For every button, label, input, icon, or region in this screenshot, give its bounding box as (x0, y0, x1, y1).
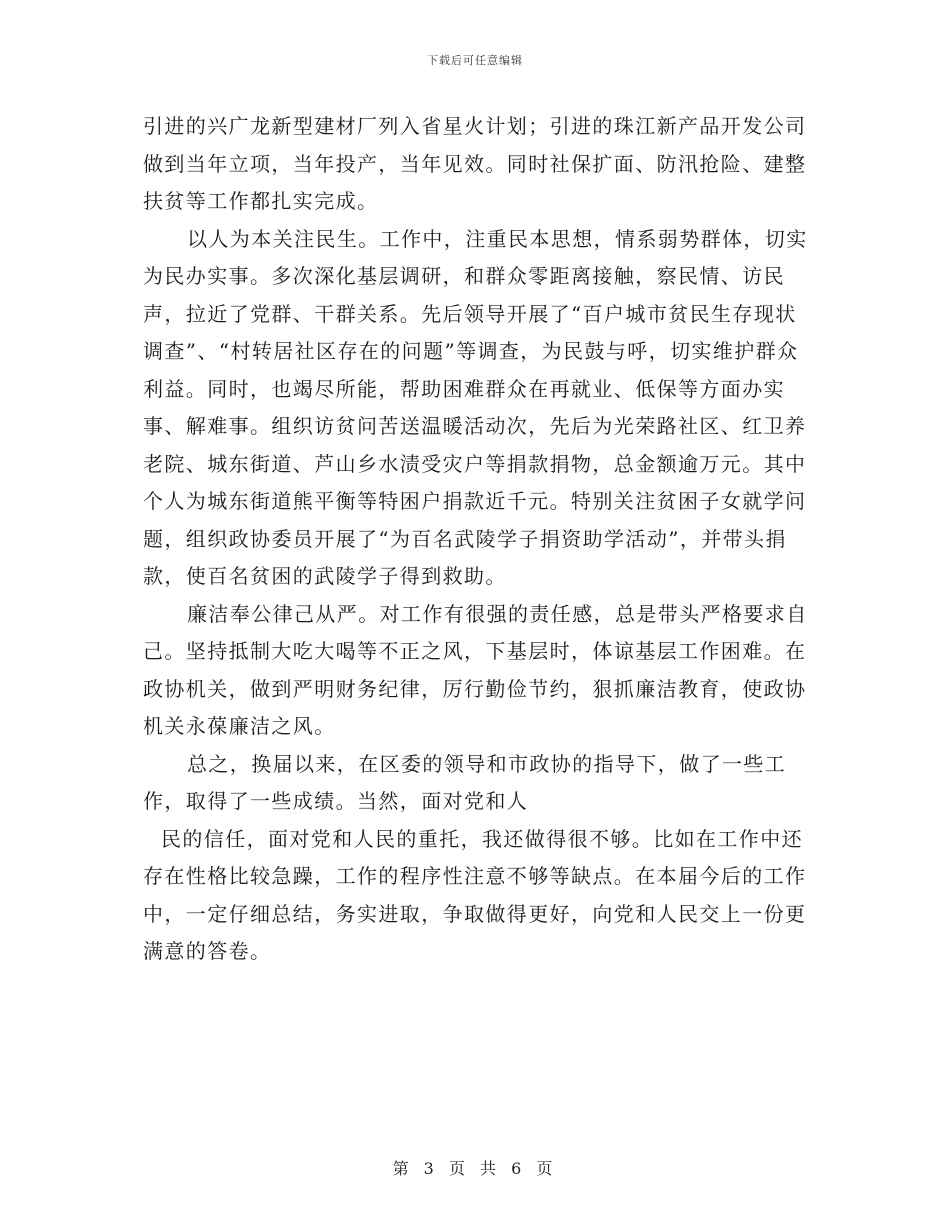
paragraph-summary-continued: 民的信任，面对党和人民的重托，我还做得很不够。比如在工作中还存在性格比较急躁，工作的程序性注意不够等缺点。在本届今后的工作中，一定仔细总结，务实进取，争取做得更好，向党和人民交上一份更满意的答卷。 (143, 826, 807, 963)
paragraph-people-oriented: 以人为本关注民生。工作中，注重民本思想，情系弱势群体，切实为民办实事。多次深化基层调研，和群众零距离接触，察民情、访民声，拉近了党群、干群关系。先后领导开展了“百户城市贫民生存现状调查”、“村转居社区存在的问题”等调查，为民鼓与呼，切实维护群众利益。同时，也竭尽所能，帮助困难群众在再就业、低保等方面办实事、解难事。组织访贫问苦送温暖活动次，先后为光荣路社区、红卫养老院、城东街道、芦山乡水渍受灾户等捐款捐物，总金额逾万元。其中个人为城东街道熊平衡等特困户捐款近千元。特别关注贫困子女就学问题，组织政协委员开展了“为百名武陵学子捐资助学活动”，并带头捐款，使百名贫困的武陵学子得到救助。 (143, 226, 808, 588)
paragraph-summary: 总之，换届以来，在区委的领导和市政协的指导下，做了一些工作，取得了一些成绩。当然，面对党和人 (143, 751, 787, 813)
page-number: 第 3 页 共 6 页 (392, 1159, 558, 1178)
document-body (143, 108, 808, 971)
paragraph-continued: 引进的兴广龙新型建材厂列入省星火计划；引进的珠江新产品开发公司做到当年立项，当年投产，当年见效。同时社保扩面、防汛抢险、建整扶贫等工作都扎实完成。 (143, 114, 807, 213)
page-header: 下载后可任意编辑 (427, 54, 523, 67)
paragraph-integrity: 廉洁奉公律己从严。对工作有很强的责任感，总是带头严格要求自己。坚持抵制大吃大喝等不正之风，下基层时，体谅基层工作困难。在政协机关，做到严明财务纪律，厉行勤俭节约，狠抓廉洁教育，使政协机关永葆廉洁之风。 (143, 601, 808, 738)
